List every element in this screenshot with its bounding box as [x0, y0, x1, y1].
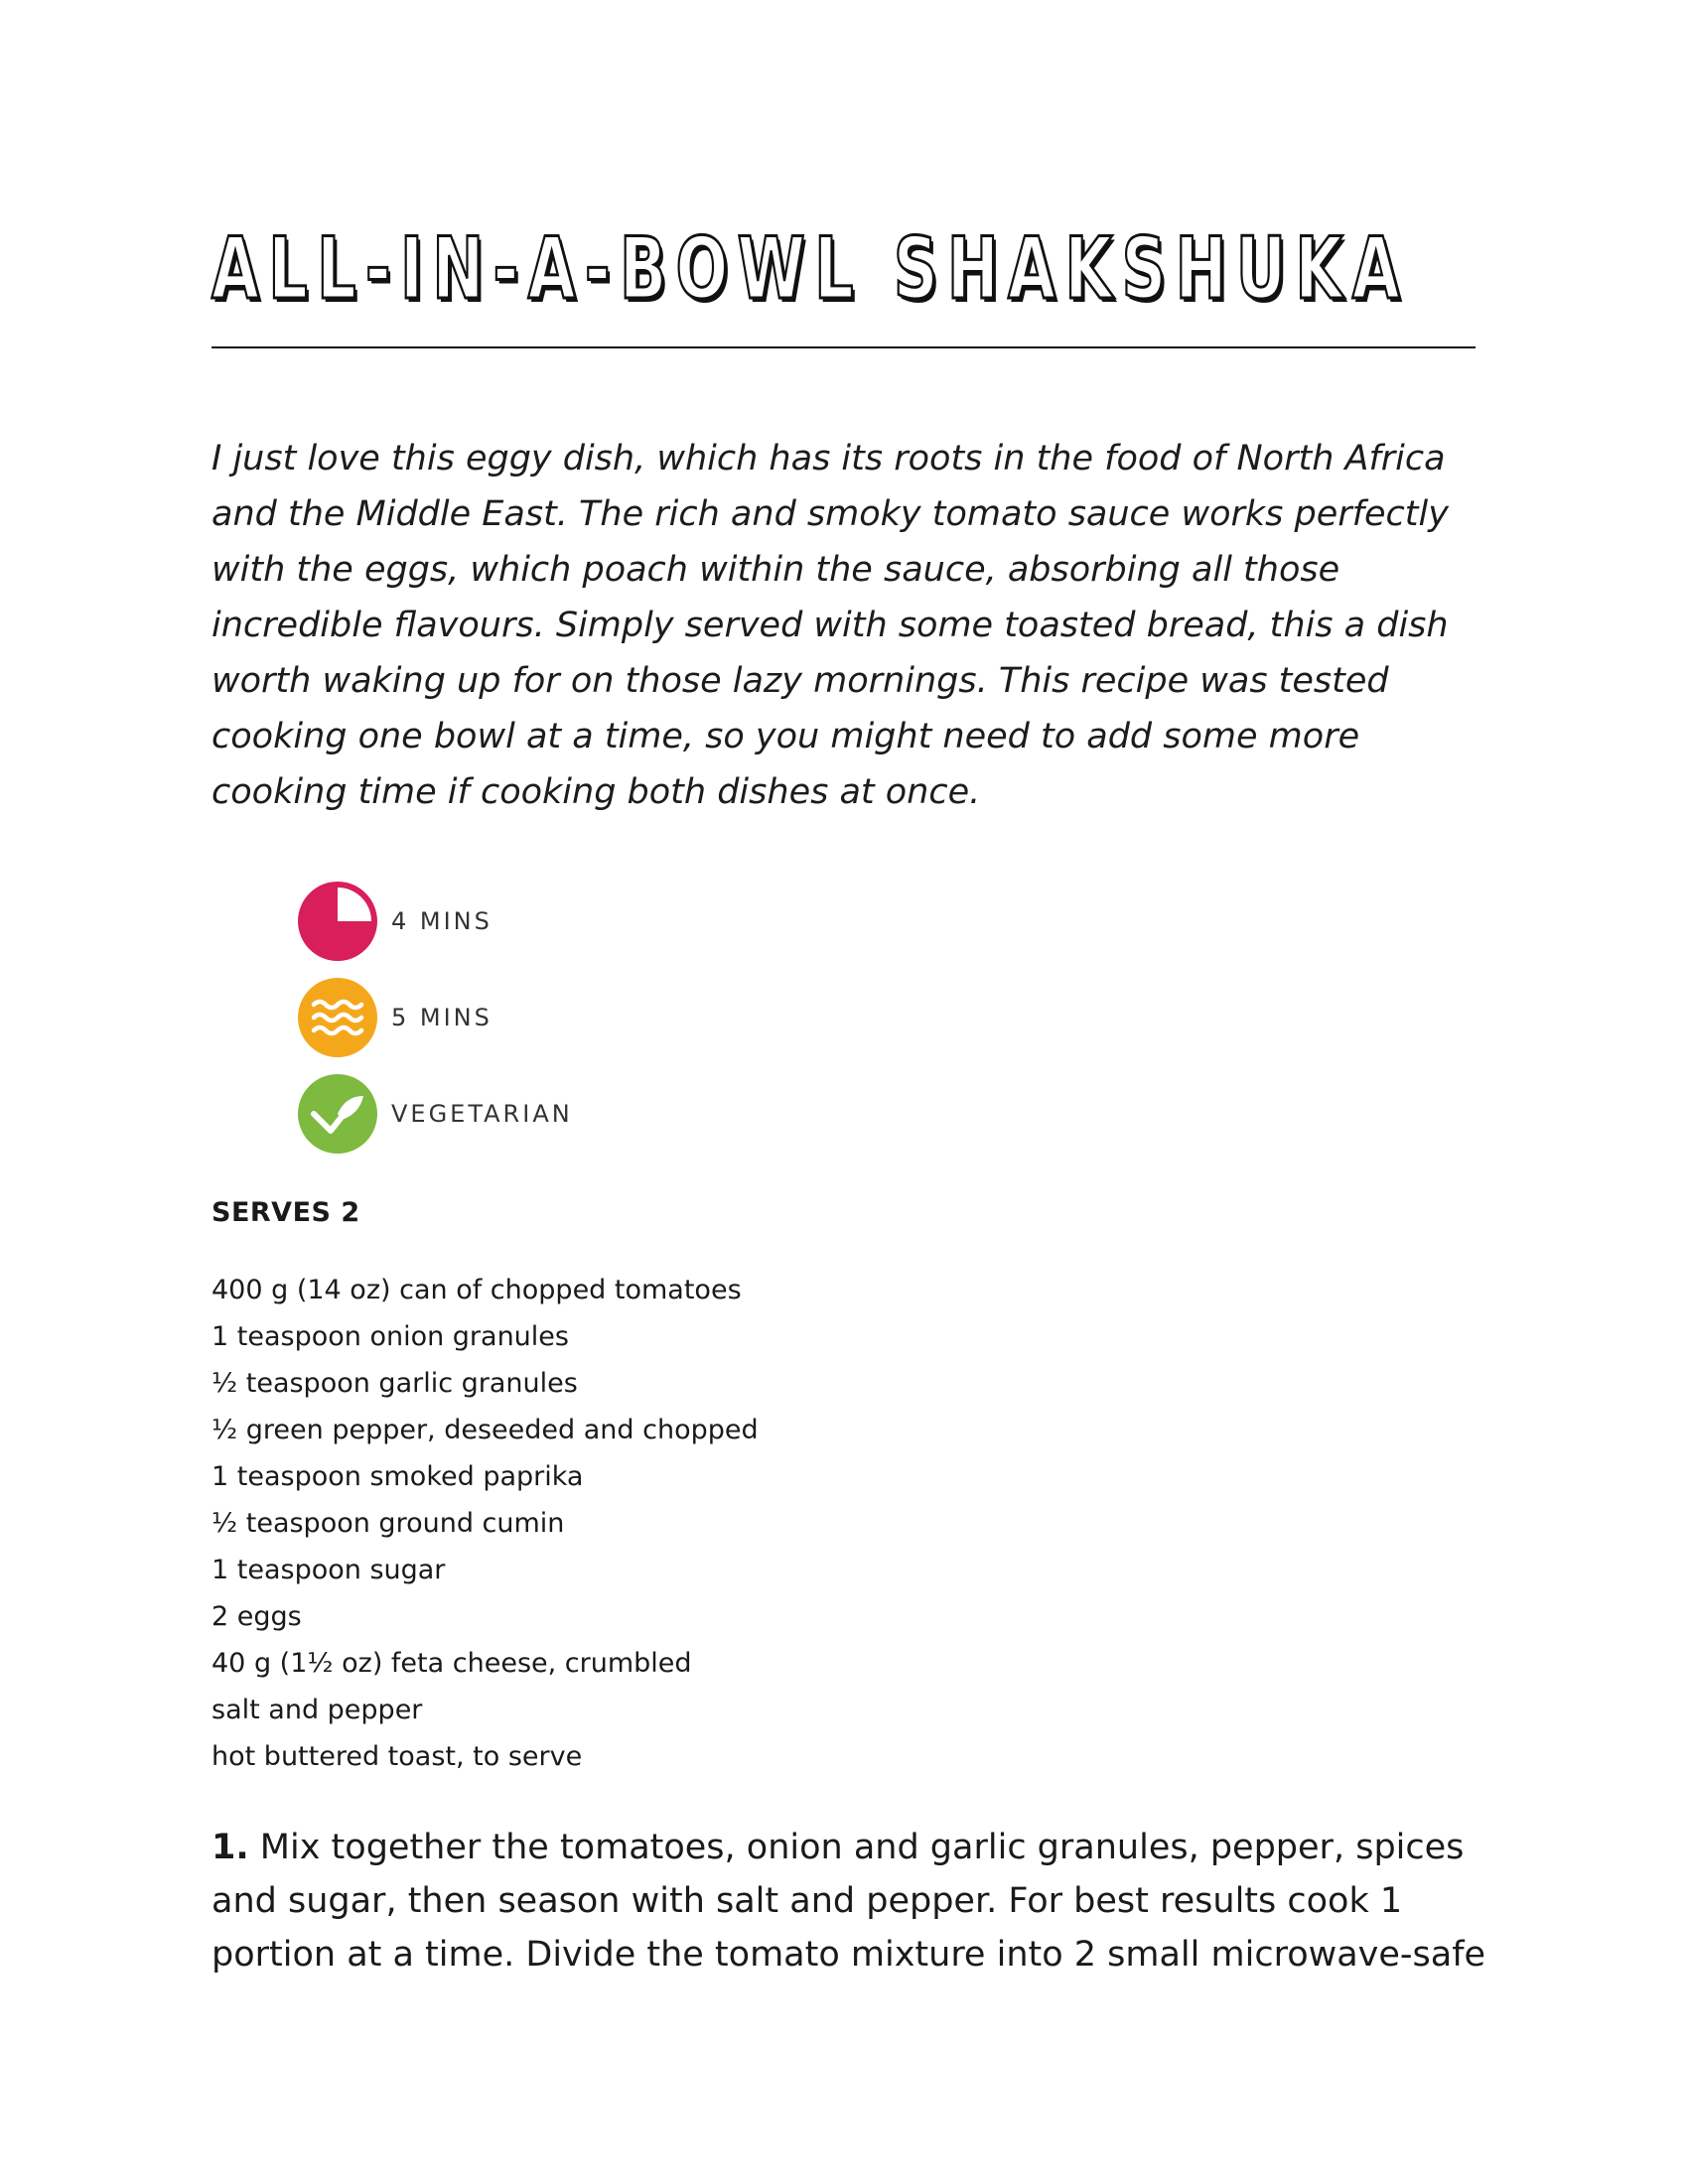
prep-time-label: 4 MINS	[391, 907, 492, 935]
cook-time-label: 5 MINS	[391, 1004, 492, 1031]
ingredient-item: 2 eggs	[211, 1601, 302, 1632]
ingredient-list	[211, 1267, 759, 1780]
title-divider	[211, 346, 1476, 348]
ingredient-item: ½ teaspoon ground cumin	[211, 1508, 565, 1539]
ingredient-item: hot buttered toast, to serve	[211, 1741, 583, 1772]
ingredient-item: 40 g (1½ oz) feta cheese, crumbled	[211, 1648, 692, 1679]
leaf-check-icon	[298, 1074, 377, 1154]
ingredient-item: ½ teaspoon garlic granules	[211, 1368, 578, 1399]
heat-waves-icon	[298, 978, 377, 1057]
ingredient-item: 400 g (14 oz) can of chopped tomatoes	[211, 1275, 742, 1305]
method-step-text: Mix together the tomatoes, onion and garlic granules, pepper, spices and sugar, then season with salt and pepper. For best results cook 1 portion at a time. Divide the tomato mixture into 2 small microwave-safe	[211, 1828, 1486, 1975]
method-step	[211, 1821, 1492, 1981]
recipe-badges	[298, 882, 573, 1170]
ingredient-item: ½ green pepper, deseeded and chopped	[211, 1415, 759, 1445]
timer-icon	[298, 882, 377, 961]
ingredient-item: 1 teaspoon sugar	[211, 1555, 446, 1585]
ingredient-item: 1 teaspoon onion granules	[211, 1321, 569, 1352]
recipe-intro: I just love this eggy dish, which has its roots in the food of North Africa and the Middle East. The rich and smoky tomato sauce works perfectly with the eggs, which poach within the sauce, absorbing all those incredible flavours. Simply served with some toasted bread, this a dish worth waking up for on those lazy mornings. This recipe was tested cooking one bowl at a time, so you might need to add some more cooking time if cooking both dishes at once.	[211, 439, 1449, 812]
ingredient-item: salt and pepper	[211, 1695, 423, 1725]
method-step-number: 1.	[211, 1828, 249, 1867]
recipe-title: ALL-IN-A-BOWL SHAKSHUKA	[211, 219, 1410, 319]
cook-time-badge	[298, 978, 573, 1057]
diet-badge	[298, 1074, 573, 1154]
diet-label: VEGETARIAN	[391, 1100, 573, 1128]
serves-heading: SERVES 2	[211, 1197, 360, 1228]
prep-time-badge	[298, 882, 573, 961]
ingredient-item: 1 teaspoon smoked paprika	[211, 1461, 584, 1492]
